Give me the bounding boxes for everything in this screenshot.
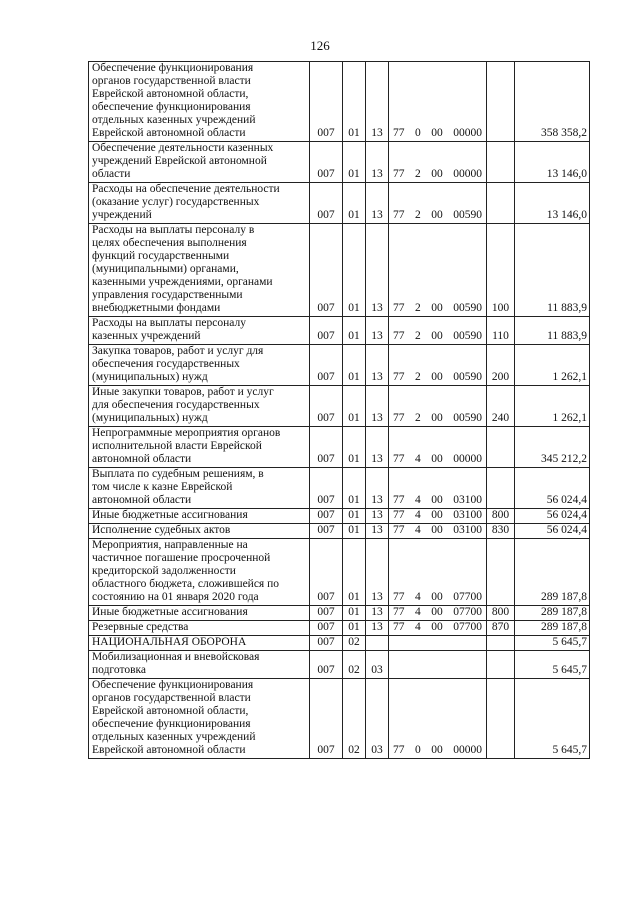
admin-code-cell: 007 [310, 345, 343, 386]
target-article-cell [389, 224, 487, 317]
expense-name-line: Мобилизационная и вневойсковая [92, 651, 260, 663]
section-code-cell: 01 [343, 539, 366, 606]
target-article-cell [389, 636, 487, 651]
expense-name-line: Мероприятия, направленные на [92, 539, 248, 551]
expense-type-cell [487, 679, 515, 759]
subsection-code-cell: 13 [366, 606, 389, 621]
subsection-code-cell: 13 [366, 427, 389, 468]
target-article-cell [389, 621, 487, 636]
admin-code-cell: 007 [310, 62, 343, 142]
expense-name-line: органов государственной власти [92, 75, 251, 87]
target-article-cell [389, 317, 487, 345]
target-article-part: 00 [431, 453, 443, 465]
subsection-code-cell: 13 [366, 386, 389, 427]
expense-name-cell [89, 509, 310, 524]
expense-type-cell [487, 468, 515, 509]
expense-name-line: целях обеспечения выполнения [92, 237, 247, 249]
target-article-cell [389, 509, 487, 524]
amount-cell: 13 146,0 [515, 183, 590, 224]
target-article-cell [389, 427, 487, 468]
admin-code-cell: 007 [310, 621, 343, 636]
target-article-code [391, 127, 484, 140]
table-row [89, 679, 590, 759]
target-article-part: 03100 [453, 509, 482, 521]
target-article-code [391, 371, 484, 384]
expense-name-line: Расходы на обеспечение деятельности [92, 183, 280, 195]
expense-name-cell [89, 183, 310, 224]
target-article-part: 77 [393, 591, 405, 603]
target-article-part: 00590 [453, 302, 482, 314]
admin-code-cell: 007 [310, 142, 343, 183]
expense-name-line: кредиторской задолженности [92, 565, 236, 577]
subsection-code-cell: 13 [366, 468, 389, 509]
admin-code-cell: 007 [310, 386, 343, 427]
amount-cell: 1 262,1 [515, 345, 590, 386]
expense-type-cell: 200 [487, 345, 515, 386]
admin-code-cell: 007 [310, 636, 343, 651]
target-article-part: 4 [415, 453, 421, 465]
target-article-part: 00000 [453, 168, 482, 180]
admin-code-cell: 007 [310, 524, 343, 539]
expense-name-line: Расходы на выплаты персоналу [92, 317, 246, 329]
amount-cell: 289 187,8 [515, 621, 590, 636]
subsection-code-cell: 13 [366, 345, 389, 386]
target-article-part: 77 [393, 330, 405, 342]
target-article-part: 77 [393, 494, 405, 506]
target-article-part: 77 [393, 127, 405, 139]
subsection-code-cell: 13 [366, 317, 389, 345]
amount-cell: 11 883,9 [515, 224, 590, 317]
target-article-part: 00590 [453, 412, 482, 424]
target-article-part: 2 [415, 209, 421, 221]
subsection-code-cell: 13 [366, 183, 389, 224]
subsection-code-cell: 13 [366, 62, 389, 142]
expense-type-cell: 240 [487, 386, 515, 427]
target-article-part: 00 [431, 302, 443, 314]
expense-name-line: функций государственными [92, 250, 230, 262]
amount-cell: 56 024,4 [515, 468, 590, 509]
target-article-part: 2 [415, 302, 421, 314]
table-row [89, 317, 590, 345]
table-row [89, 224, 590, 317]
expense-name-cell [89, 345, 310, 386]
section-code-cell: 01 [343, 509, 366, 524]
expense-type-cell: 830 [487, 524, 515, 539]
expense-name-line: Закупка товаров, работ и услуг для [92, 345, 264, 357]
expense-name-line: казенных учреждений [92, 330, 201, 342]
expense-type-cell [487, 636, 515, 651]
target-article-cell [389, 651, 487, 679]
target-article-code [391, 744, 484, 757]
admin-code-cell: 007 [310, 509, 343, 524]
target-article-cell [389, 679, 487, 759]
expense-name-cell [89, 224, 310, 317]
admin-code-cell: 007 [310, 679, 343, 759]
expense-name-line: (муниципальных) нужд [92, 412, 208, 424]
expense-name-line: автономной области [92, 453, 192, 465]
section-code-cell: 01 [343, 386, 366, 427]
expense-name-line: учреждений Еврейской автономной [92, 155, 267, 167]
target-article-part: 00000 [453, 744, 482, 756]
target-article-part: 77 [393, 524, 405, 536]
target-article-code [391, 591, 484, 604]
amount-cell: 13 146,0 [515, 142, 590, 183]
target-article-code [391, 606, 484, 619]
subsection-code-cell: 03 [366, 651, 389, 679]
expense-name-cell [89, 142, 310, 183]
expense-type-cell: 800 [487, 606, 515, 621]
expense-type-cell: 110 [487, 317, 515, 345]
target-article-part: 2 [415, 412, 421, 424]
expense-type-cell: 800 [487, 509, 515, 524]
expense-type-cell: 870 [487, 621, 515, 636]
target-article-code [391, 330, 484, 343]
target-article-part: 00 [431, 591, 443, 603]
expense-name-line: областного бюджета, сложившейся по [92, 578, 279, 590]
admin-code-cell: 007 [310, 183, 343, 224]
page-number: 126 [310, 38, 330, 53]
target-article-code [391, 453, 484, 466]
expense-name-line: Выплата по судебным решениям, в [92, 468, 264, 480]
section-code-cell: 01 [343, 621, 366, 636]
target-article-code [391, 209, 484, 222]
target-article-part: 00 [431, 509, 443, 521]
amount-cell: 5 645,7 [515, 636, 590, 651]
table-row [89, 539, 590, 606]
expense-name-cell [89, 468, 310, 509]
target-article-code [391, 302, 484, 315]
expense-name-line: Иные бюджетные ассигнования [92, 509, 248, 521]
table-row [89, 62, 590, 142]
target-article-part: 00 [431, 412, 443, 424]
admin-code-cell: 007 [310, 651, 343, 679]
table-row [89, 345, 590, 386]
subsection-code-cell: 13 [366, 524, 389, 539]
expense-name-line: Расходы на выплаты персоналу в [92, 224, 255, 236]
amount-cell: 56 024,4 [515, 509, 590, 524]
target-article-cell [389, 468, 487, 509]
subsection-code-cell: 13 [366, 509, 389, 524]
table-row [89, 621, 590, 636]
table-row [89, 606, 590, 621]
expense-name-line: Еврейской автономной области, [92, 705, 249, 717]
target-article-part: 4 [415, 494, 421, 506]
subsection-code-cell: 13 [366, 224, 389, 317]
section-code-cell: 01 [343, 427, 366, 468]
target-article-cell [389, 62, 487, 142]
admin-code-cell: 007 [310, 317, 343, 345]
target-article-code [391, 524, 484, 537]
expense-name-cell [89, 317, 310, 345]
expense-name-cell [89, 606, 310, 621]
expense-type-cell [487, 539, 515, 606]
target-article-part: 2 [415, 168, 421, 180]
expense-name-line: (муниципальных) нужд [92, 371, 208, 383]
expense-name-line: автономной области [92, 494, 192, 506]
expense-type-cell [487, 183, 515, 224]
expense-name-line: обеспечения государственных [92, 358, 240, 370]
expense-name-line: Еврейской автономной области [92, 744, 246, 756]
table-row [89, 386, 590, 427]
expense-name-line: (оказание услуг) государственных [92, 196, 260, 208]
target-article-part: 77 [393, 371, 405, 383]
table-row [89, 509, 590, 524]
admin-code-cell: 007 [310, 539, 343, 606]
target-article-part: 00 [431, 371, 443, 383]
target-article-part: 4 [415, 524, 421, 536]
target-article-part: 00590 [453, 371, 482, 383]
target-article-part: 00 [431, 621, 443, 633]
table-row [89, 468, 590, 509]
expense-name-cell [89, 386, 310, 427]
target-article-part: 2 [415, 330, 421, 342]
target-article-part: 03100 [453, 494, 482, 506]
expense-name-cell [89, 427, 310, 468]
target-article-cell [389, 524, 487, 539]
expense-name-line: управления государственными [92, 289, 243, 301]
expense-name-line: Обеспечение функционирования [92, 62, 254, 74]
expense-name-line: Обеспечение функционирования [92, 679, 254, 691]
target-article-part: 00 [431, 330, 443, 342]
amount-cell: 358 358,2 [515, 62, 590, 142]
subsection-code-cell: 03 [366, 679, 389, 759]
amount-cell: 345 212,2 [515, 427, 590, 468]
expense-name-line: подготовка [92, 664, 147, 676]
admin-code-cell: 007 [310, 606, 343, 621]
amount-cell: 56 024,4 [515, 524, 590, 539]
section-code-cell: 02 [343, 651, 366, 679]
expense-name-line: Еврейской автономной области, [92, 88, 249, 100]
expense-name-line: том числе к казне Еврейской [92, 481, 233, 493]
target-article-cell [389, 183, 487, 224]
expense-name-cell [89, 651, 310, 679]
target-article-part: 77 [393, 209, 405, 221]
target-article-code [391, 168, 484, 181]
target-article-cell [389, 142, 487, 183]
expense-type-cell: 100 [487, 224, 515, 317]
budget-table [88, 61, 590, 759]
table-row [89, 651, 590, 679]
target-article-part: 00 [431, 744, 443, 756]
expense-type-cell [487, 651, 515, 679]
target-article-part: 00590 [453, 209, 482, 221]
expense-name-cell [89, 636, 310, 651]
expense-name-cell [89, 679, 310, 759]
expense-name-line: Резервные средства [92, 621, 189, 633]
expense-name-line: области [92, 168, 131, 180]
expense-type-cell [487, 62, 515, 142]
target-article-part: 4 [415, 621, 421, 633]
table-row [89, 427, 590, 468]
target-article-part: 77 [393, 302, 405, 314]
expense-name-cell [89, 539, 310, 606]
admin-code-cell: 007 [310, 224, 343, 317]
target-article-code [391, 509, 484, 522]
section-code-cell: 01 [343, 317, 366, 345]
expense-name-line: учреждений [92, 209, 152, 221]
section-code-cell: 01 [343, 345, 366, 386]
expense-name-line: Еврейской автономной области [92, 127, 246, 139]
target-article-part: 4 [415, 591, 421, 603]
expense-name-line: внебюджетными фондами [92, 302, 221, 314]
expense-name-line: Непрограммные мероприятия органов [92, 427, 281, 439]
expense-name-line: Обеспечение деятельности казенных [92, 142, 274, 154]
target-article-part: 77 [393, 509, 405, 521]
table-row [89, 636, 590, 651]
expense-name-line: исполнительной власти Еврейской [92, 440, 262, 452]
expense-name-line: обеспечение функционирования [92, 718, 251, 730]
section-code-cell: 01 [343, 524, 366, 539]
target-article-cell [389, 386, 487, 427]
target-article-code [391, 621, 484, 634]
table-row [89, 183, 590, 224]
expense-name-line: органов государственной власти [92, 692, 251, 704]
expense-type-cell [487, 427, 515, 468]
target-article-part: 03100 [453, 524, 482, 536]
expense-name-line: Иные закупки товаров, работ и услуг [92, 386, 274, 398]
target-article-part: 07700 [453, 606, 482, 618]
target-article-cell [389, 345, 487, 386]
subsection-code-cell: 13 [366, 539, 389, 606]
target-article-part: 4 [415, 606, 421, 618]
expense-name-line: для обеспечения государственных [92, 399, 260, 411]
target-article-part: 00 [431, 524, 443, 536]
expense-name-line: казенными учреждениями, органами [92, 276, 273, 288]
section-code-cell: 02 [343, 636, 366, 651]
amount-cell: 1 262,1 [515, 386, 590, 427]
expense-name-line: состоянию на 01 января 2020 года [92, 591, 259, 603]
expense-name-line: отдельных казенных учреждений [92, 114, 256, 126]
target-article-part: 77 [393, 744, 405, 756]
target-article-code [391, 412, 484, 425]
admin-code-cell: 007 [310, 427, 343, 468]
section-code-cell: 01 [343, 183, 366, 224]
target-article-cell [389, 606, 487, 621]
expense-name-line: частичное погашение просроченной [92, 552, 271, 564]
amount-cell: 289 187,8 [515, 606, 590, 621]
target-article-part: 00 [431, 494, 443, 506]
target-article-part: 00 [431, 168, 443, 180]
expense-name-cell [89, 621, 310, 636]
target-article-part: 77 [393, 412, 405, 424]
subsection-code-cell: 13 [366, 142, 389, 183]
section-code-cell: 01 [343, 142, 366, 183]
section-code-cell: 02 [343, 679, 366, 759]
amount-cell: 5 645,7 [515, 679, 590, 759]
target-article-part: 4 [415, 509, 421, 521]
target-article-part: 77 [393, 621, 405, 633]
expense-name-line: Иные бюджетные ассигнования [92, 606, 248, 618]
target-article-part: 2 [415, 371, 421, 383]
target-article-part: 0 [415, 744, 421, 756]
target-article-part: 07700 [453, 621, 482, 633]
expense-name-line: (муниципальными) органами, [92, 263, 239, 275]
target-article-part: 07700 [453, 591, 482, 603]
target-article-part: 00 [431, 209, 443, 221]
section-code-cell: 01 [343, 468, 366, 509]
target-article-part: 00 [431, 127, 443, 139]
section-code-cell: 01 [343, 606, 366, 621]
table-row [89, 524, 590, 539]
subsection-code-cell [366, 636, 389, 651]
target-article-part: 0 [415, 127, 421, 139]
section-code-cell: 01 [343, 224, 366, 317]
table-row [89, 142, 590, 183]
expense-type-cell [487, 142, 515, 183]
target-article-part: 77 [393, 168, 405, 180]
expense-name-line: отдельных казенных учреждений [92, 731, 256, 743]
target-article-cell [389, 539, 487, 606]
amount-cell: 289 187,8 [515, 539, 590, 606]
subsection-code-cell: 13 [366, 621, 389, 636]
expense-name-cell [89, 62, 310, 142]
expense-name-line: обеспечение функционирования [92, 101, 251, 113]
amount-cell: 5 645,7 [515, 651, 590, 679]
expense-name-line: Исполнение судебных актов [92, 524, 231, 536]
target-article-part: 00590 [453, 330, 482, 342]
target-article-part: 77 [393, 606, 405, 618]
target-article-part: 00000 [453, 127, 482, 139]
amount-cell: 11 883,9 [515, 317, 590, 345]
expense-name-cell [89, 524, 310, 539]
target-article-part: 77 [393, 453, 405, 465]
target-article-part: 00 [431, 606, 443, 618]
admin-code-cell: 007 [310, 468, 343, 509]
target-article-code [391, 494, 484, 507]
target-article-part: 00000 [453, 453, 482, 465]
budget-table-body [89, 62, 590, 759]
expense-name-line: НАЦИОНАЛЬНАЯ ОБОРОНА [92, 636, 247, 648]
section-code-cell: 01 [343, 62, 366, 142]
